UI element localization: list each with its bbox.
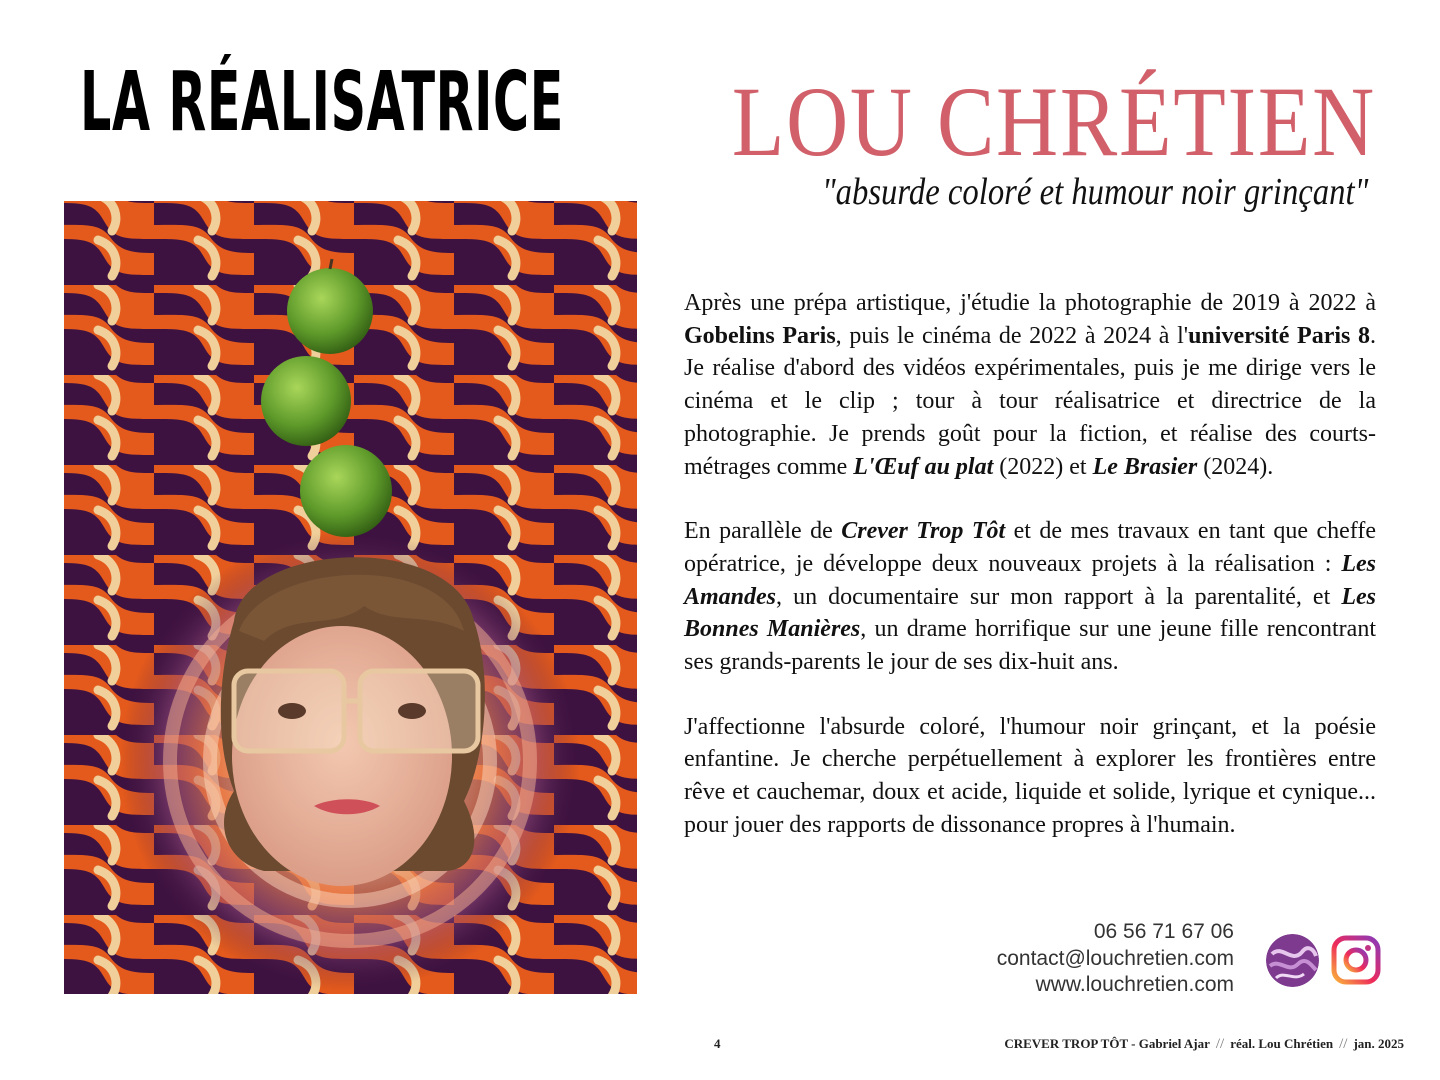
instagram-icon[interactable] bbox=[1330, 934, 1382, 986]
website-link[interactable]: www.louchretien.com bbox=[1035, 973, 1234, 996]
bio-text: (2022) et bbox=[993, 453, 1093, 480]
bio-text: (2024). bbox=[1197, 453, 1274, 480]
bio-paragraph-3 bbox=[684, 711, 1376, 842]
page-number: 4 bbox=[714, 1036, 721, 1051]
bio-emphasis: Les Bonnes Manières bbox=[684, 583, 1376, 643]
bio-emphasis: Gobelins Paris bbox=[684, 322, 836, 349]
portrait-collage-image bbox=[64, 201, 637, 994]
bio-text: Après une prépa artistique, j'étudie la photographie de 2019 à 2022 à bbox=[684, 290, 1376, 316]
bio-text: et de mes travaux en tant que cheffe opératrice, je développe deux nouveaux projets à la réalisation : bbox=[684, 518, 1377, 577]
bio-paragraph-1 bbox=[684, 287, 1376, 483]
tagline: "absurde coloré et humour noir grinçant" bbox=[821, 171, 1368, 213]
biography bbox=[684, 287, 1376, 874]
director-name: LOU CHRÉTIEN bbox=[731, 66, 1376, 177]
bio-emphasis: université Paris 8 bbox=[1188, 322, 1371, 349]
bio-text: J'affectionne l'absurde coloré, l'humour noir grinçant, et la poésie enfantine. Je cherche perpétuellement à explorer les frontières entre rêve et cauchemar, doux et acide, liquide et solide, lyrique et cynique... pour jouer des rapports de dissonance propres à l'humain. bbox=[684, 713, 1376, 838]
footer-film-title: CREVER TROP TÔT - Gabriel Ajar bbox=[1004, 1036, 1210, 1051]
bio-emphasis: Les Amandes bbox=[684, 550, 1376, 610]
footer-director: réal. Lou Chrétien bbox=[1230, 1036, 1334, 1051]
bio-emphasis: L'Œuf au plat bbox=[853, 453, 994, 480]
footer-credits bbox=[1004, 1036, 1404, 1053]
bio-text: . Je réalise d'abord des vidéos expérimentales, puis je me dirige vers le cinéma et le clip ; tour à tour réalisatrice et directrice de la photographie. Je prends goût pour la fiction, et réalise des courts-métrages comme bbox=[684, 322, 1377, 480]
bio-text: , un drame horrifique sur une jeune fille rencontrant ses grands-parents le jour de ses dix-huit ans. bbox=[684, 616, 1376, 676]
footer-separator: // bbox=[1339, 1036, 1348, 1052]
phone-number[interactable]: 06 56 71 67 06 bbox=[1093, 920, 1234, 943]
section-title: LA RÉALISATRICE bbox=[80, 55, 564, 150]
bio-emphasis: Crever Trop Tôt bbox=[841, 518, 1006, 545]
footer-date: jan. 2025 bbox=[1353, 1036, 1404, 1051]
bio-text: , un documentaire sur mon rapport à la parentalité, et bbox=[776, 583, 1342, 610]
purple-swirl-avatar-icon[interactable] bbox=[1266, 934, 1319, 987]
bio-text: En parallèle de bbox=[684, 518, 842, 545]
bio-emphasis: Le Brasier bbox=[1092, 453, 1198, 480]
bio-paragraph-2 bbox=[684, 515, 1376, 679]
footer-separator: // bbox=[1215, 1036, 1225, 1052]
bio-text: , puis le cinéma de 2022 à 2024 à l' bbox=[835, 322, 1189, 349]
email-link[interactable]: contact@louchretien.com bbox=[996, 946, 1234, 970]
contact-info bbox=[997, 919, 1234, 999]
